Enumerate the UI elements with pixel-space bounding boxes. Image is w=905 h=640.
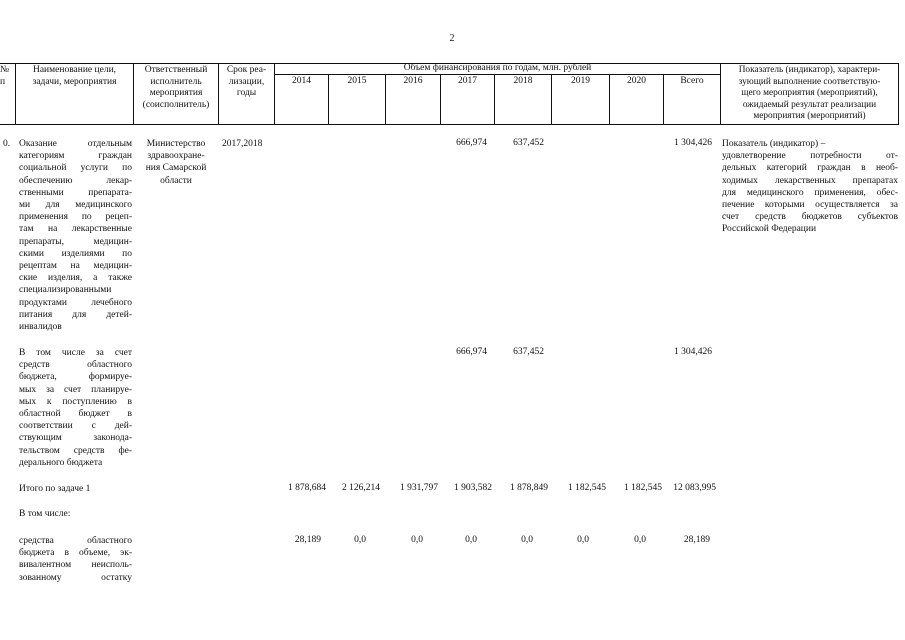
- row-3-value-2014: 1 878,684: [288, 483, 326, 493]
- row-3-value-2020: 1 182,545: [624, 483, 662, 493]
- row-4-name: В том числе:: [19, 509, 71, 519]
- row-3-value-2016: 1 931,797: [400, 483, 438, 493]
- row-5-value-2017: 0,0: [465, 535, 477, 545]
- row-3-value-total: 12 083,995: [673, 483, 716, 493]
- header-year-2016: 2016: [403, 76, 423, 86]
- row-2-value-total: 1 304,426: [674, 347, 712, 357]
- row-1-executor: Министерство здравоохране- ния Самарской области: [145, 139, 207, 186]
- row-3-value-2019: 1 182,545: [568, 483, 606, 493]
- row-1-name: Оказание отдельным категориям граждан социальной услуги по обеспечению лекар- ственными препарата- ми для медицинского применения по рецеп- там на лекарственные препараты, медицин- скими изделиями по рецептам на медицин- ские изделия, а также специализированными продуктами лечебного питания для детей- инвалидов: [19, 139, 132, 333]
- row-1-term: 2017,2018: [222, 139, 263, 149]
- header-col-funding: Объем финансирования по годам, млн. рублей: [403, 63, 592, 73]
- header-year-2014: 2014: [292, 76, 311, 86]
- header-year-2020: 2020: [627, 76, 646, 86]
- row-1-value-2018: 637,452: [513, 138, 544, 148]
- header-year-2017: 2017: [458, 76, 477, 86]
- row-5-value-2014: 28,189: [294, 535, 321, 545]
- header-year-2019: 2019: [571, 76, 590, 86]
- row-5-value-2015: 0,0: [354, 535, 366, 545]
- row-2-value-2018: 637,452: [513, 347, 544, 357]
- header-col-term: Срок реа- лизации, годы: [226, 65, 267, 98]
- row-3-value-2017: 1 903,582: [454, 483, 492, 493]
- row-1-value-total: 1 304,426: [674, 138, 712, 148]
- header-total: Всего: [680, 76, 704, 86]
- row-number: 0.: [3, 139, 11, 149]
- page-number: 2: [449, 33, 455, 44]
- table-header: [0, 63, 899, 125]
- row-5-value-2019: 0,0: [577, 535, 589, 545]
- row-5-name: средства областного бюджета в объеме, эк- вивалентном неисполь- зованному остатку: [19, 536, 132, 583]
- header-col-name: Наименование цели, задачи, мероприятия: [32, 65, 117, 87]
- row-3-value-2015: 2 126,214: [342, 483, 380, 493]
- row-5-value-2020: 0,0: [634, 535, 646, 545]
- row-5-value-total: 28,189: [683, 535, 710, 545]
- row-2-name: В том числе за счет средств областного бюджета, формируе- мых за счет планируе- мых к поступлению в областной бюджет в соответствии с дей- ствующим законода- тельством средств фе- дерального бюджета: [19, 348, 132, 468]
- row-3-name: Итого по задаче 1: [19, 484, 91, 494]
- header-col-indicator: Показатель (индикатор), характери- зующий выполнение соответствую- щего мероприятия (мероприятий), ожидаемый результат реализации мероприятия (мероприятий): [738, 65, 881, 121]
- row-3-value-2018: 1 878,849: [510, 483, 548, 493]
- row-1-indicator: Показатель (индикатор) – удовлетворение потребности от- дельных категорий граждан в необ- ходимых лекарственных препаратах для медицинского применения, обес- печение которыми осуществляется за счет средств бюджетов субъектов Российской Федерации: [722, 139, 898, 235]
- header-col-executor: Ответственный исполнитель мероприятия (соисполнитель): [142, 65, 210, 110]
- row-5-value-2018: 0,0: [521, 535, 533, 545]
- header-year-2015: 2015: [347, 76, 367, 86]
- row-5-value-2016: 0,0: [411, 535, 423, 545]
- row-1-value-2017: 666,974: [456, 138, 487, 148]
- row-2-value-2017: 666,974: [456, 347, 487, 357]
- header-col-number: № п: [0, 65, 10, 87]
- header-year-2018: 2018: [513, 76, 533, 86]
